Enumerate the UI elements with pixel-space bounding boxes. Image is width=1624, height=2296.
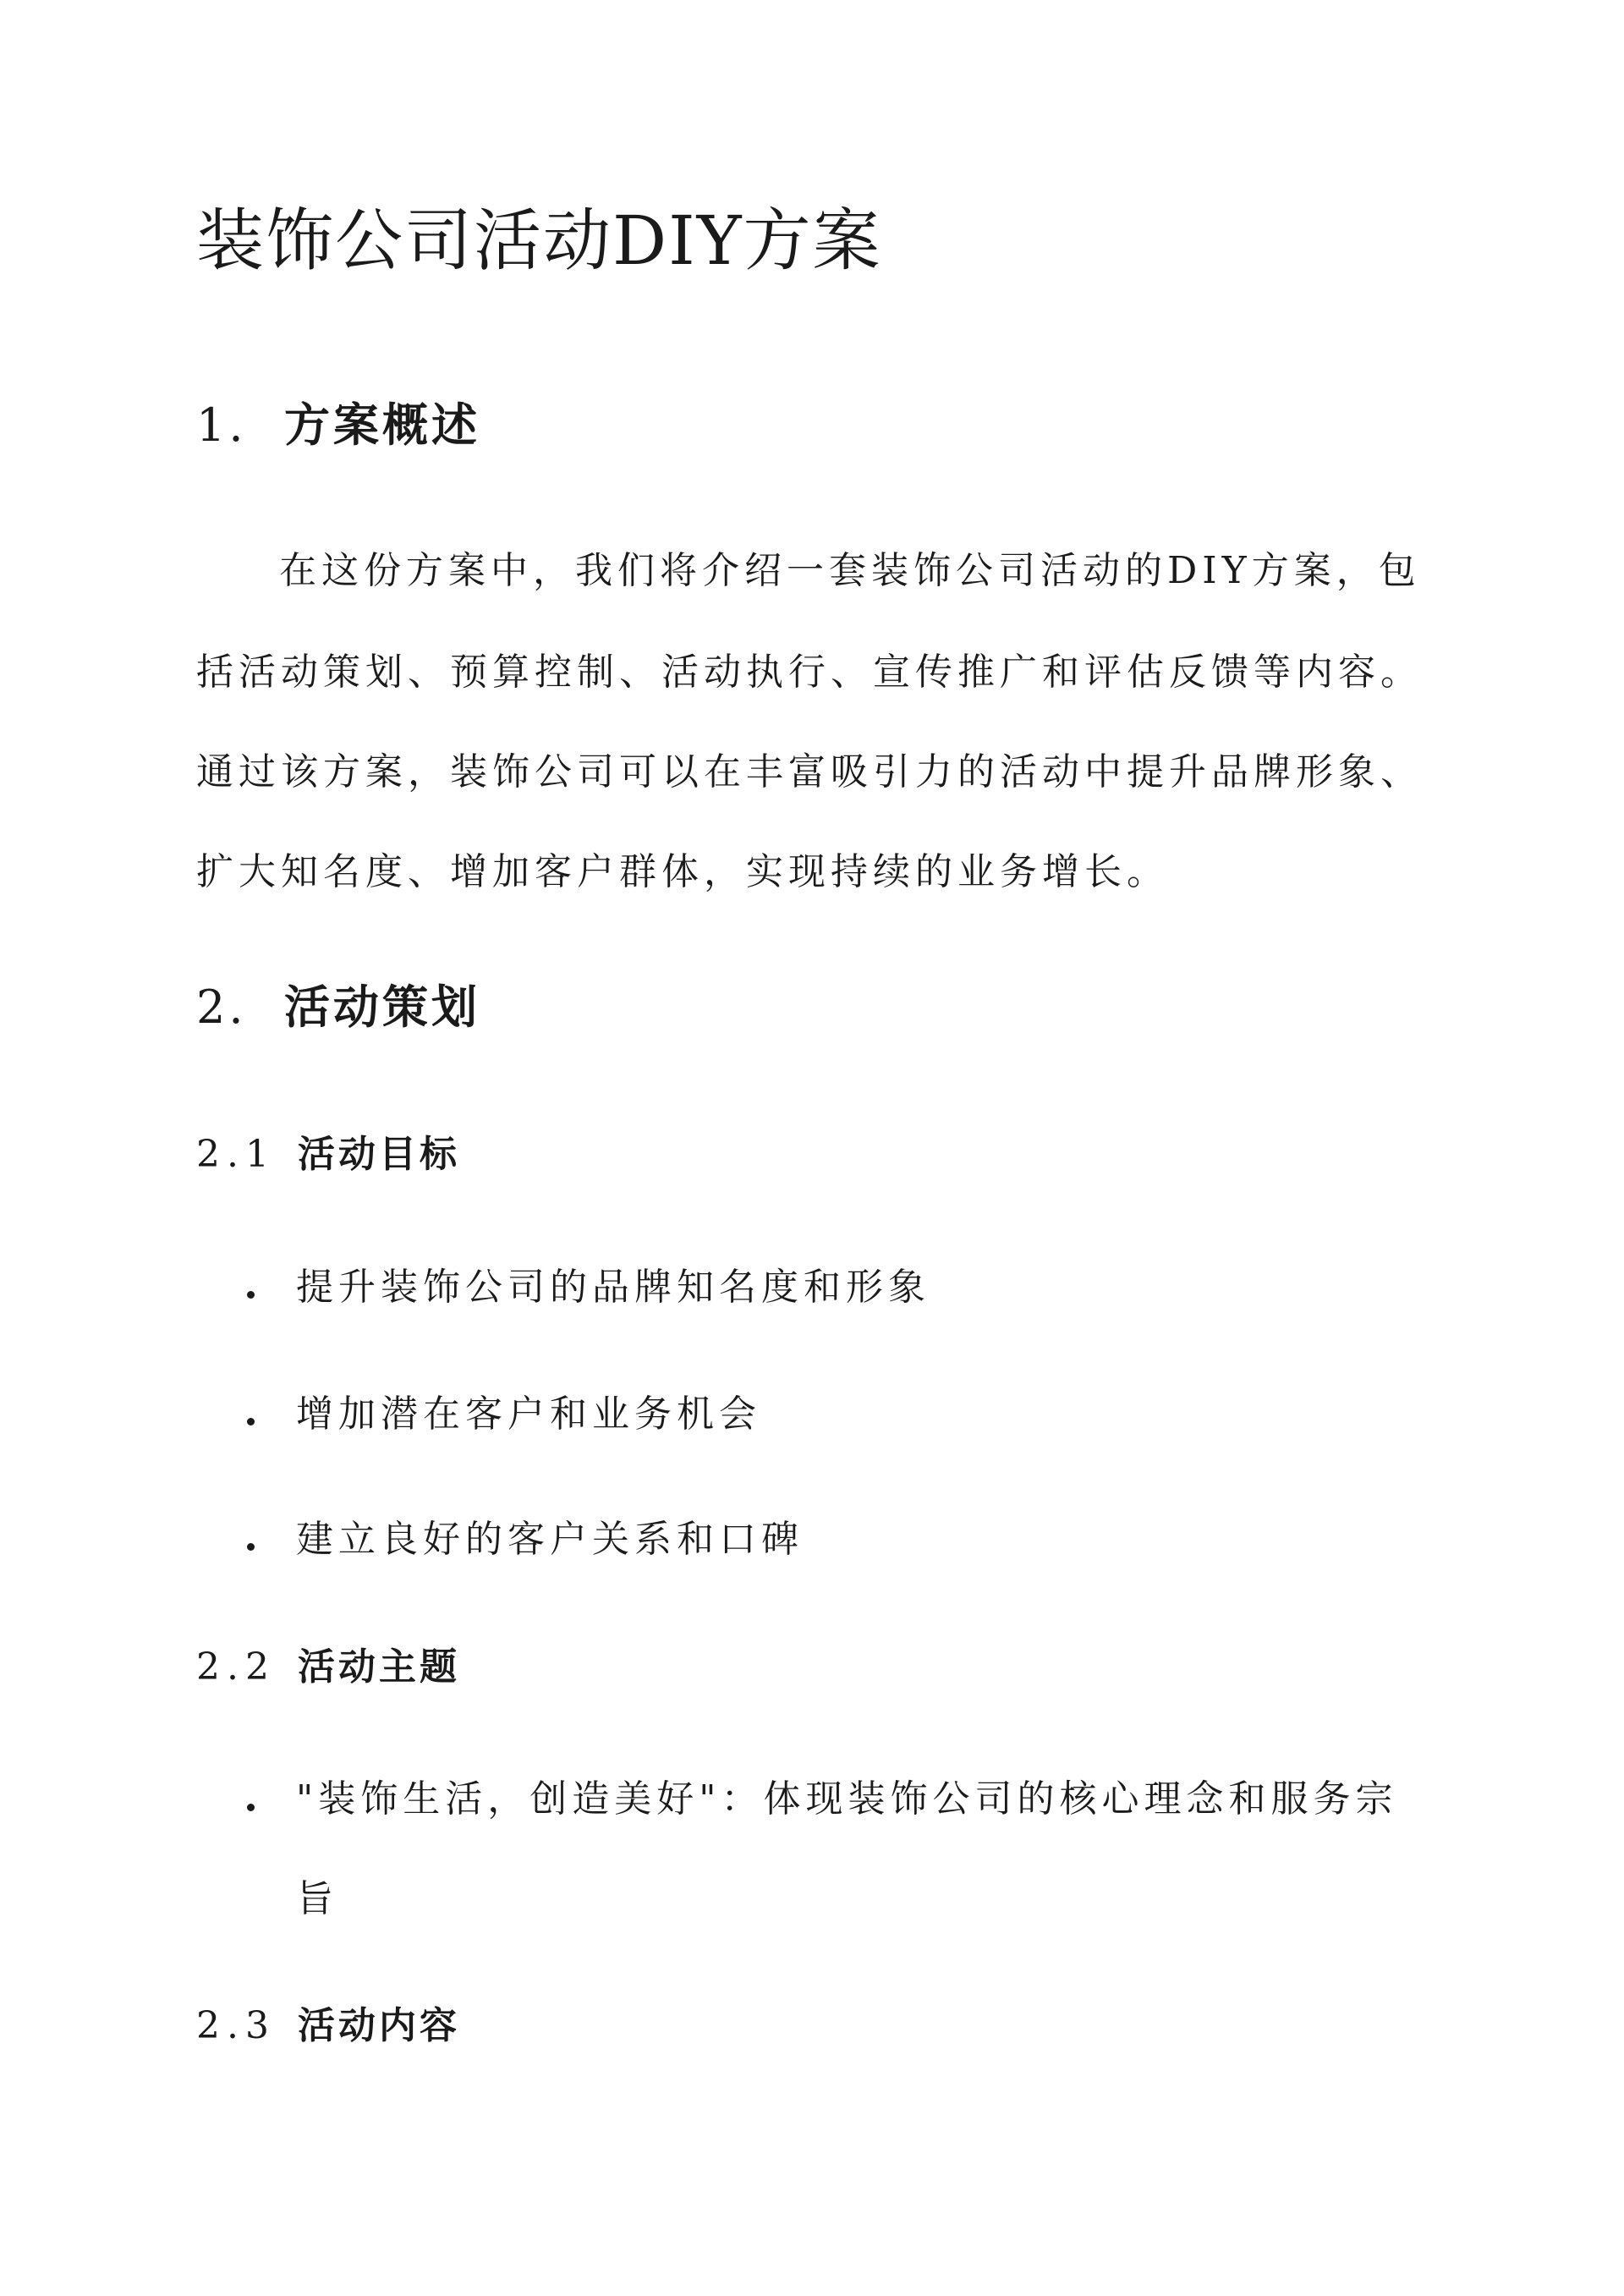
subsection-2-2-number: 2.2 bbox=[196, 1645, 276, 1689]
section-1-paragraph-line-2: 括活动策划、预算控制、活动执行、宣传推广和评估反馈等内容。 bbox=[196, 651, 1423, 694]
subsection-2-3-title: 活动内容 bbox=[298, 2004, 460, 2047]
goal-bullet-3: 建立良好的客户关系和口碑 bbox=[296, 1518, 804, 1561]
bullet-icon bbox=[247, 1543, 255, 1551]
subsection-2-3-heading bbox=[196, 2003, 460, 2049]
subsection-2-3-number: 2.3 bbox=[196, 2004, 276, 2047]
section-2-heading bbox=[196, 980, 480, 1035]
section-1-heading bbox=[196, 398, 480, 453]
subsection-2-2-title: 活动主题 bbox=[298, 1645, 460, 1689]
subsection-2-1-number: 2.1 bbox=[196, 1133, 276, 1176]
section-1-paragraph-line-4: 扩大知名度、增加客户群体，实现持续的业务增长。 bbox=[196, 850, 1169, 893]
section-1-paragraph-line-3: 通过该方案，装饰公司可以在丰富吸引力的活动中提升品牌形象、 bbox=[196, 750, 1423, 794]
bullet-icon bbox=[247, 1804, 255, 1811]
subsection-2-1-title: 活动目标 bbox=[298, 1133, 460, 1176]
section-1-title: 方案概述 bbox=[284, 398, 480, 452]
subsection-2-1-heading bbox=[196, 1132, 460, 1178]
section-2-title: 活动策划 bbox=[284, 980, 480, 1034]
section-2-number: 2. bbox=[196, 980, 247, 1034]
bullet-icon bbox=[247, 1418, 255, 1425]
goal-bullet-1: 提升装饰公司的品牌知名度和形象 bbox=[296, 1266, 930, 1309]
theme-bullet-line-1: "装饰生活，创造美好"：体现装饰公司的核心理念和服务宗 bbox=[296, 1777, 1398, 1821]
theme-bullet-line-2: 旨 bbox=[296, 1877, 338, 1920]
section-1-number: 1. bbox=[196, 398, 247, 452]
document-title: 装饰公司活动DIY方案 bbox=[196, 201, 882, 280]
bullet-icon bbox=[247, 1291, 255, 1299]
subsection-2-2-heading bbox=[196, 1645, 460, 1690]
section-1-paragraph-line-1: 在这份方案中，我们将介绍一套装饰公司活动的DIY方案，包 bbox=[279, 549, 1421, 592]
goal-bullet-2: 增加潜在客户和业务机会 bbox=[296, 1392, 761, 1436]
